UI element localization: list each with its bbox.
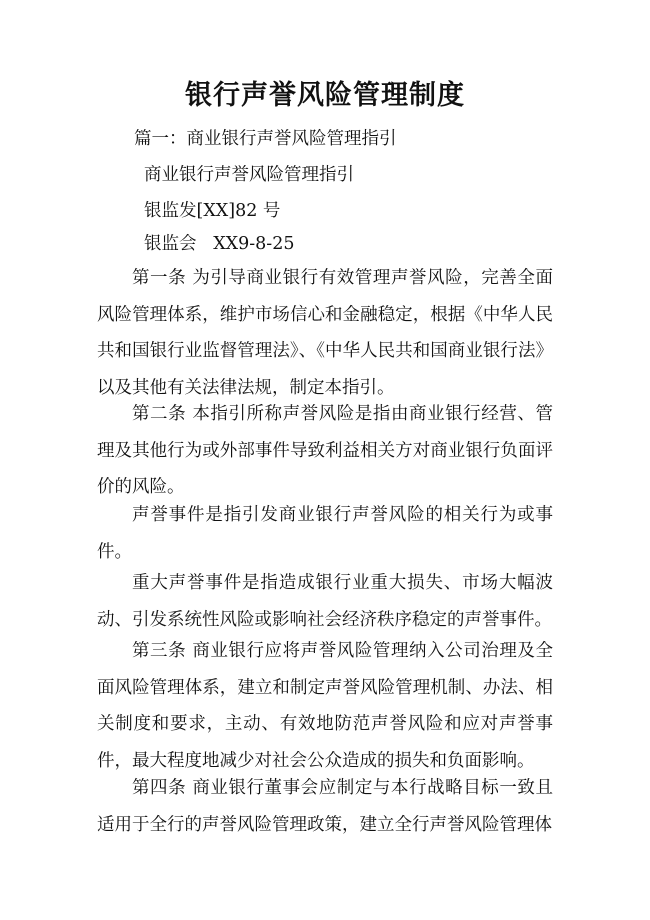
paragraph-article-3: 第三条 商业银行应将声誉风险管理纳入公司治理及全面风险管理体系，建立和制定声誉风险管理机制、办法、相关制度和要求，主动、有效地防范声誉风险和应对声誉事件，最大程度地减少对社会公众造成的损失和负面影响。	[97, 641, 553, 771]
document-number: 银监发[XX]82 号	[144, 201, 281, 221]
paragraph-article-1: 第一条 为引导商业银行有效管理声誉风险，完善全面风险管理体系，维护市场信心和金融稳定，根据《中华人民共和国银行业监督管理法》、《中华人民共和国商业银行法》以及其他有关法律法规，制定本指引。	[97, 268, 553, 398]
paragraph-article-2: 第二条 本指引所称声誉风险是指由商业银行经营、管理及其他行为或外部事件导致利益相关方对商业银行负面评价的风险。	[97, 404, 553, 497]
paragraph-reputation-event: 声誉事件是指引发商业银行声誉风险的相关行为或事件。	[97, 505, 553, 562]
guide-name: 商业银行声誉风险管理指引	[144, 165, 354, 185]
issuer-date: 银监会 XX9-8-25	[144, 234, 295, 254]
document-title: 银行声誉风险管理制度	[185, 80, 465, 111]
paragraph-major-reputation-event: 重大声誉事件是指造成银行业重大损失、市场大幅波动、引发系统性风险或影响社会经济秩序稳定的声誉事件。	[97, 573, 553, 630]
paragraph-article-4: 第四条 商业银行董事会应制定与本行战略目标一致且适用于全行的声誉风险管理政策，建立全行声誉风险管理体	[97, 778, 553, 835]
document-subtitle: 篇一：商业银行声誉风险管理指引	[134, 129, 397, 149]
